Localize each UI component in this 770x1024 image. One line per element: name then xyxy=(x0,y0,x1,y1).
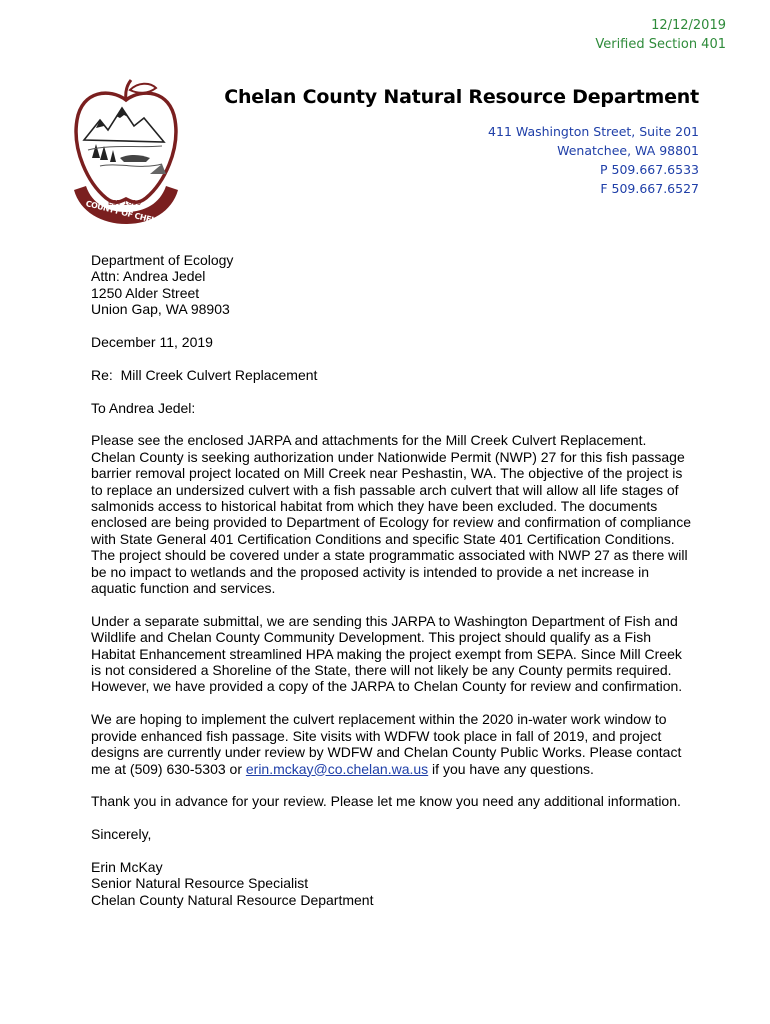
letter-subject: Re: Mill Creek Culvert Replacement xyxy=(91,366,318,383)
recipient-line2: Attn: Andrea Jedel xyxy=(91,268,206,285)
seal-county-text: COUNTY OF CHELAN xyxy=(84,199,169,228)
verified-stamp xyxy=(595,16,726,54)
signer-title: Senior Natural Resource Specialist xyxy=(91,875,309,892)
stamp-date: 12/12/2019 xyxy=(651,18,726,33)
org-address-block xyxy=(488,122,699,198)
signature-block xyxy=(91,859,691,908)
email-link[interactable]: erin.mckay@co.chelan.wa.us xyxy=(245,760,429,777)
letter-salutation: To Andrea Jedel: xyxy=(91,399,196,416)
org-name-heading: Chelan County Natural Resource Department xyxy=(224,86,699,108)
signer-department: Chelan County Natural Resource Department xyxy=(91,891,374,908)
address-line2: Wenatchee, WA 98801 xyxy=(557,143,699,158)
address-line1: 411 Washington Street, Suite 201 xyxy=(488,124,699,139)
recipient-line3: 1250 Alder Street xyxy=(91,284,200,301)
letter-closing: Sincerely, xyxy=(91,826,152,843)
letter-paragraph-3 xyxy=(91,711,691,777)
letter-date: December 11, 2019 xyxy=(91,334,213,351)
fax-number: F 509.667.6527 xyxy=(600,181,699,196)
recipient-address xyxy=(91,252,691,318)
county-seal-logo xyxy=(70,78,182,228)
letter-paragraph-1: Please see the enclosed JARPA and attachments for the Mill Creek Culvert Replacement. Chelan County is seeking authorization under Nationwide Permit (NWP) 27 for this fish passage barrier removal project located on Mill Creek near Peshastin, WA. The objective of the project is to replace an undersized culvert with a fish passable arch culvert that will allow all life stages of salmonids access to historical habitat from which they have been excluded. The documents enclosed are being provided to Department of Ecology for review and confirmation of compliance with State General 401 Certification Conditions and specific State 401 Certification Conditions. The project should be covered under a state programmatic associated with NWP 27 as there will be no impact to wetlands and the proposed activity is intended to provide a net increase in aquatic function and services. xyxy=(91,432,691,597)
letter-paragraph-4: Thank you in advance for your review. Please let me know you need any additional information. xyxy=(91,793,681,810)
stamp-label: Verified Section 401 xyxy=(595,37,726,52)
seal-est-text: EST 1899 xyxy=(108,199,142,207)
recipient-line1: Department of Ecology xyxy=(91,252,234,268)
phone-number: P 509.667.6533 xyxy=(600,162,699,177)
signer-name: Erin McKay xyxy=(91,858,163,875)
letter-paragraph-2: Under a separate submittal, we are sending this JARPA to Washington Department of Fish and Wildlife and Chelan County Community Development. This project should qualify as a Fish Habitat Enhancement streamlined HPA making the project exempt from SEPA. Since Mill Creek is not considered a Shoreline of the State, there will not likely be any County permits required. However, we have provided a copy of the JARPA to Chelan County for review and confirmation. xyxy=(91,612,683,695)
paragraph-3-text: We are hoping to implement the culvert replacement within the 2020 in-water work window to provide enhanced fish passage. Site visits with WDFW took place in fall of 2019, and project designs are currently under review by WDFW and Chelan County Public Works. Please contact me at (509) 630-5303 or xyxy=(91,711,682,777)
paragraph-3-tail: if you have any questions. xyxy=(428,760,594,777)
apple-seal-icon xyxy=(70,78,182,228)
recipient-line4: Union Gap, WA 98903 xyxy=(91,301,230,318)
letter-body xyxy=(91,252,691,925)
